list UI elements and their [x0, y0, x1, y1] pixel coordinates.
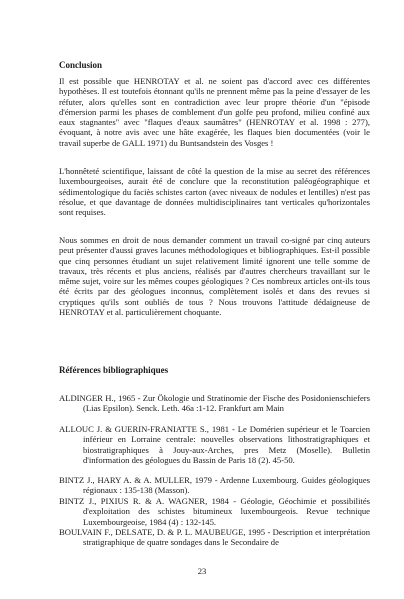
references-heading: Références bibliographiques: [59, 365, 169, 375]
conclusion-paragraph-3: Nous sommes en droit de nous demander comment un travail co-signé par cinq auteurs peut présenter d'aussi graves lacunes méthodologiques et bibliographiques. Est-il possible que cinq personnes étudiant un sujet relativement limité ignorent une telle somme de travaux, très récents et plus anciens, réalisés par d'autres chercheurs travaillant sur le même sujet, voire sur les mêmes coupes géologiques ? Ces nombreux articles ont-ils tous été écrits par des géologues inconnus, complètement isolés et dans des revues si cryptiques qu'ils sont oubliés de tous ? Nous trouvons l'attitude dédaigneuse de HENROTAY et al. particulièrement choquante.: [59, 235, 370, 318]
reference-item: BINTZ J., PIXIUS R. & A. WAGNER, 1984 - Géologie, Géochimie et possibilités d'exploitation des schistes bitumineux luxembourgeois. Revue technique Luxembourgeoise, 1984 (4) : 132-145.: [59, 496, 370, 527]
conclusion-heading: Conclusion: [59, 60, 103, 70]
reference-item: BOULVAIN F., DELSATE, D. & P. L. MAUBEUGE, 1995 - Description et interprétation stratigraphique de quatre sondages dans le Secondaire de: [59, 527, 370, 548]
reference-item: BINTZ J., HARY A. & A. MULLER, 1979 - Ardenne Luxembourg. Guides géologiques régionaux : 135-138 (Masson).: [59, 475, 370, 496]
reference-item: ALDINGER H., 1965 - Zur Ökologie und Stratinomie der Fische des Posidonienschiefers (Lias Epsilon). Senck. Leth. 46a :1-12. Frankfurt am Main: [59, 393, 370, 414]
conclusion-paragraph-2: L'honnêteté scientifique, laissant de côté la question de la mise au secret des références luxembourgeoises, aurait été de conclure que la reconstitution paléogéographique et sédimentologique du faciès schistes carton (avec niveaux de nodules et lentilles) n'est pas résolue, et que davantage de données multidisciplinaires tant verticales qu'horizontales sont requises.: [59, 166, 370, 218]
conclusion-paragraph-1: Il est possible que HENROTAY et al. ne soient pas d'accord avec ces différentes hypothèses. Il est toutefois étonnant qu'ils ne prennent même pas la peine d'essayer de les réfuter, alors qu'elles sont en contradiction avec leur propre théorie d'un "épisode d'émersion parmi les phases de comblement d'un golfe peu profond, milieu confiné aux eaux stagnantes" avec "flaques d'eaux saumâtres" (HENROTAY et al. 1998 : 277), évoquant, à notre avis avec une hâte exagérée, les flaques bien documentées (voir le travail superbe de GALL 1971) du Buntsandstein des Vosges !: [59, 76, 370, 148]
reference-item: ALLOUC J. & GUERIN-FRANIATTE S., 1981 - Le Domérien supérieur et le Toarcien inférieur en Lorraine centrale: nouvelles observations lithostratigraphiques et biostratigraphiques à Jouy-aux-Arches, pres Metz (Moselle). Bulletin d'information des géologues du Bassin de Paris 18 (2). 45-50.: [59, 424, 370, 465]
page-number: 23: [197, 566, 207, 576]
